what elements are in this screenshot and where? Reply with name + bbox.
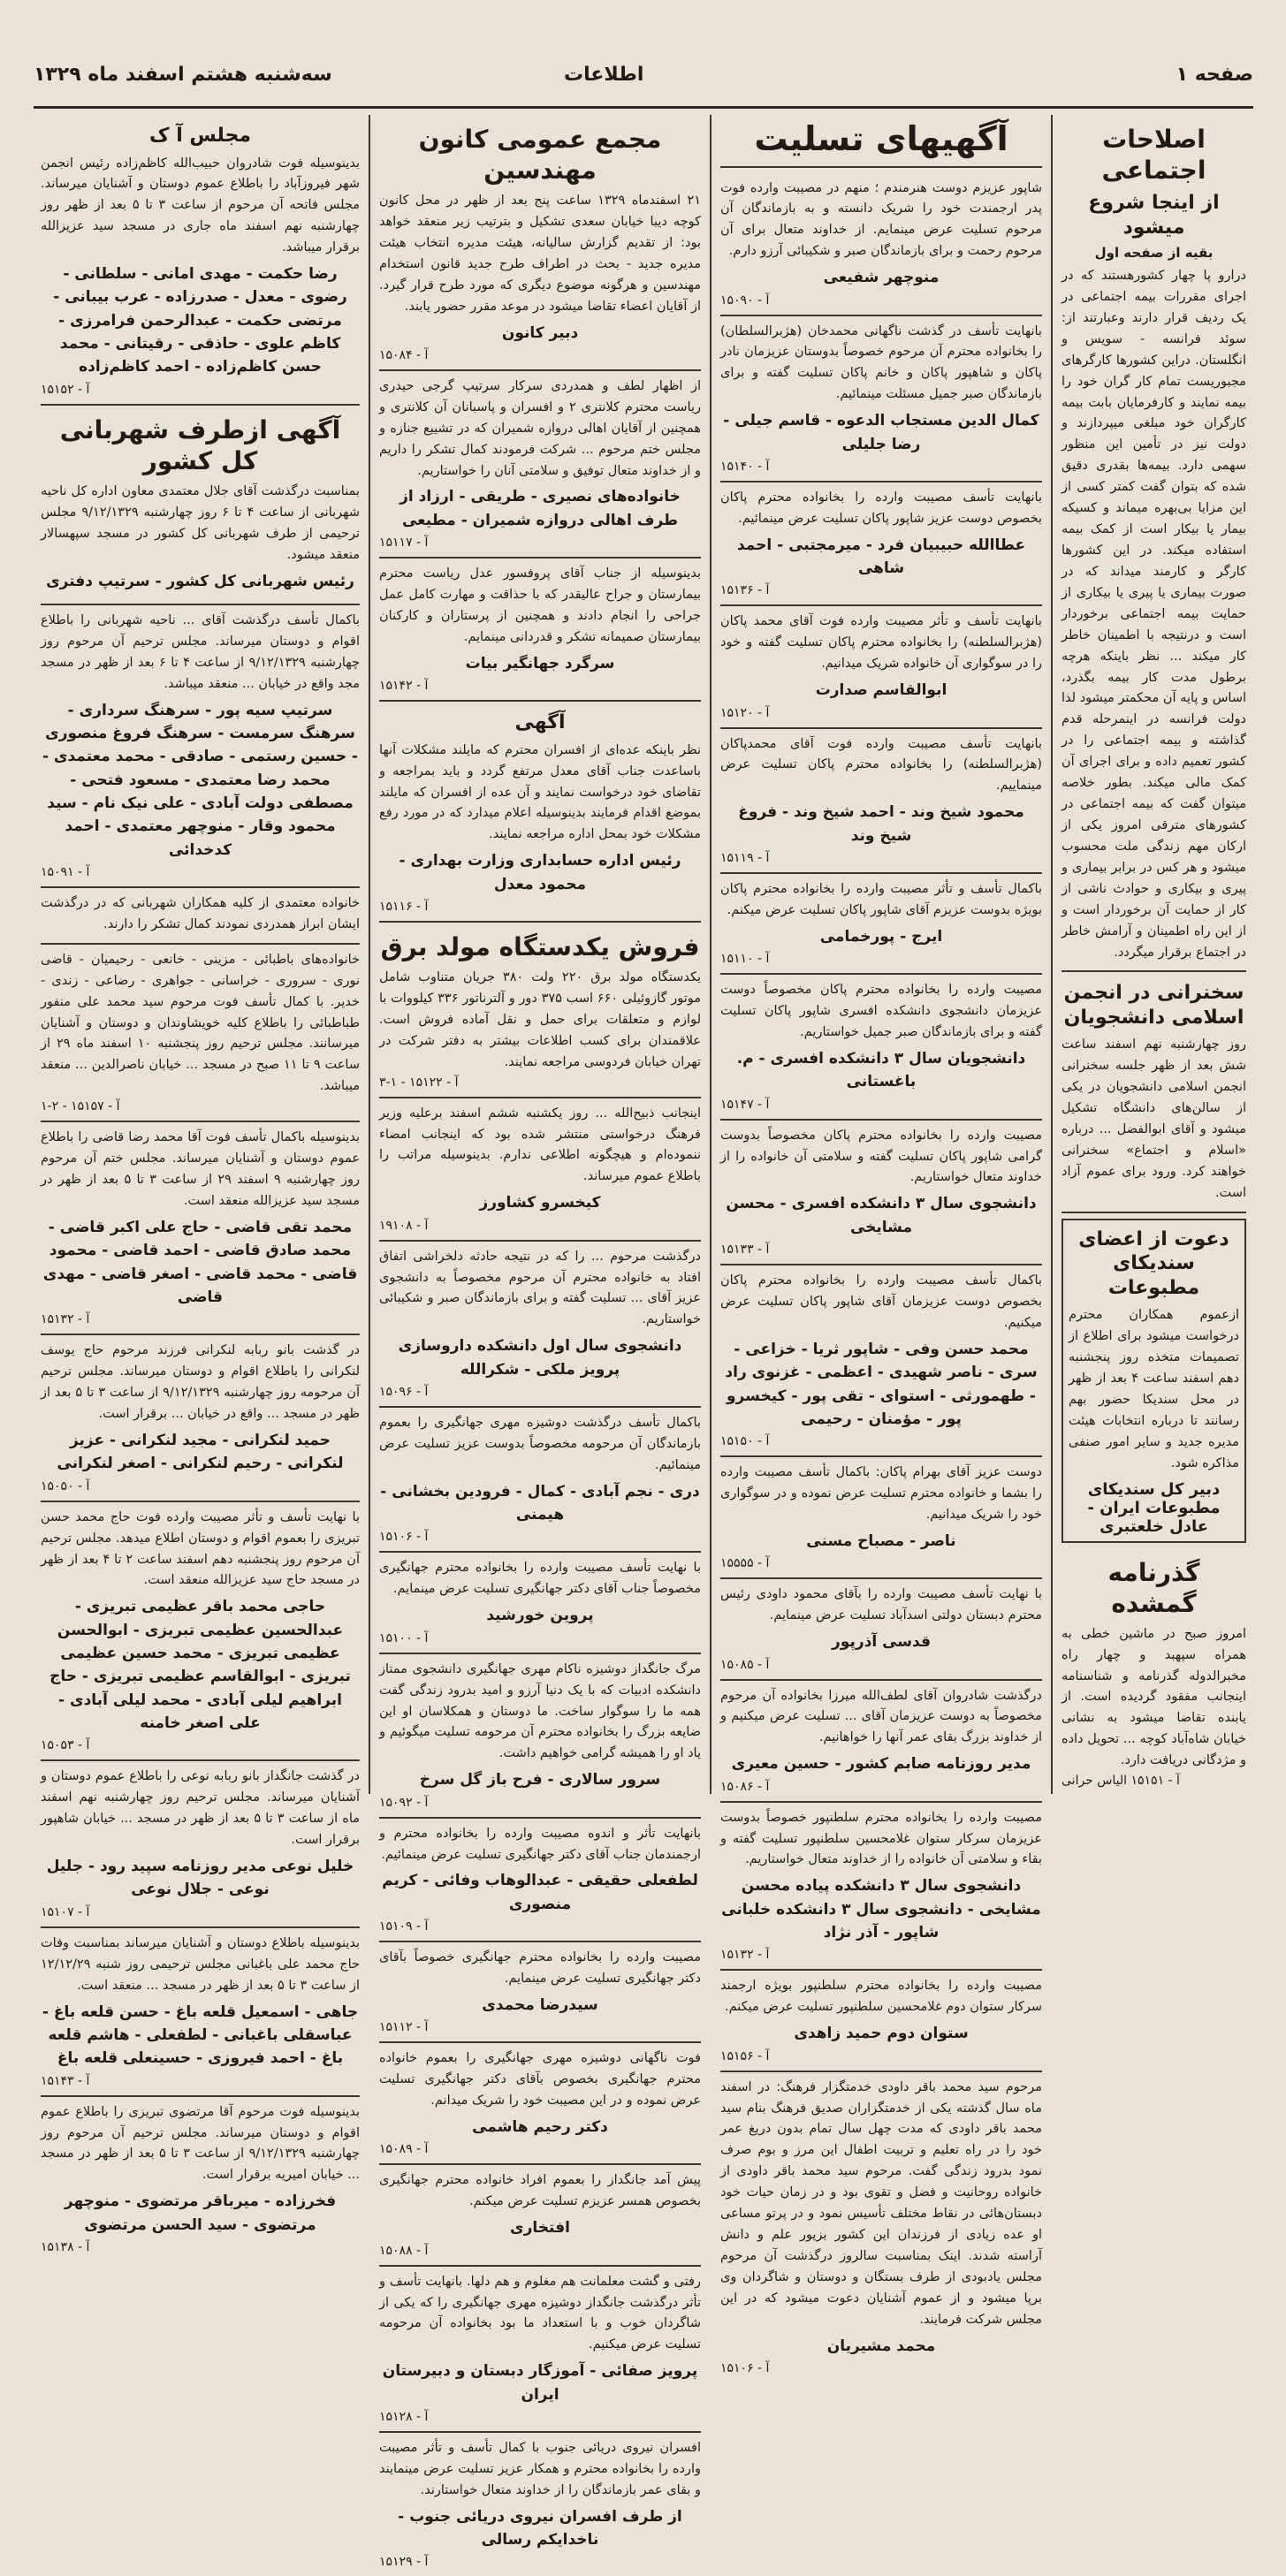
ad-body: خانواده‌های باطبائی - مزینی - خانعی - رحیمیان - قاضی نوری - سروری - خراسانی - جواهری - رضاعی - زندی - خدیر. با کمال تأسف فوت مرحوم سید محمد علی منفور طباطبائی را باطلاع کلیه خویشاوندان و دوستان و آشنایان میرسانند. مجلس ترحیم روز پنجشنبه ۱۰ اسفند ماه ۲۹ از ساعت ۹ تا ۱۱ صبح در مسجد ... خیابان ناصرالدین ... منعقد میباشد. xyxy=(41,952,361,1094)
ad-signature: کیخسرو کشاورز xyxy=(479,1194,601,1212)
page-number: صفحه ۱ xyxy=(1176,64,1253,86)
ad-block xyxy=(41,406,360,605)
center-ads xyxy=(379,115,701,2576)
ad-block xyxy=(379,1819,701,1943)
ad-code: آ - ۱۵۱۲۲ - ۱-۳ xyxy=(379,1075,459,1090)
ad-body: از اظهار لطف و همدردی سرکار سرتیپ گرجی حیدری ریاست محترم کلانتری ۲ و افسران و پاسبانان آن کلانتری و همچنین از آقایان اهالی دروازه شمیران که در تشییع جنازه و مجلس ختم مرحوم ... شرکت فرمودند کمال تشکر را داریم و از خداوند متعال توفیق و سلامتی آنان را خواستاریم. xyxy=(379,378,701,478)
ad-block xyxy=(379,371,701,559)
ad-block xyxy=(720,1681,1042,1803)
ad-code: آ - ۱۵۰۵۳ xyxy=(41,1738,90,1753)
ad-code: آ - ۱۵۱۳۳ xyxy=(720,1242,770,1258)
ad-signature: محمد حسن وفی - شاپور ثریا - خزاعی - سری - ناصر شهیدی - اعظمی - غزنوی راد - طهمورثی - استوای - تقی پور - کیخسرو پور - مؤمنان - رحیمی xyxy=(725,1340,1038,1428)
ad-block xyxy=(720,1803,1042,1972)
ad-body: در گذشت بانو ربابه لنکرانی فرزند مرحوم حاج یوسف لنکرانی را باطلاع اقوام و دوستان میرساند. مجلس ترحیم آن مرحومه روز چهارشنبه ۹/۱۲/۱۳۲۹ از ساعت ۳ تا ۵ بعد از ظهر در مسجد ... واقع در خیابان ... برقرار است. xyxy=(41,1343,360,1422)
ad-body: بانهایت تأسف در گذشت ناگهانی محمدخان (هژبرالسلطان) را بخانواده محترم آن مرحوم خصوصاً بدوستان عزیزمان نادر پاکان و شاهپور پاکان و خانم پاکان تسلیت گفته و برای بازماندگان صبر جمیل مسئلت مینمائیم. xyxy=(720,323,1042,402)
ad-block xyxy=(720,975,1042,1120)
ad-code: آ - ۱۵۱۱۹ xyxy=(720,851,770,865)
ad-body: مصیبت وارده را بخانواده محترم پاکان مخصوصاً بدوست گرامی شاپور پاکان تسلیت گفته و سلامتی آن خانواده را از خداوند متعال خواستاریم. xyxy=(720,1128,1042,1185)
notice-title: سخنرانی در انجمن اسلامی دانشجویان xyxy=(1063,982,1244,1029)
ad-code: آ - ۱۵۱۳۲ xyxy=(41,1312,90,1327)
ad-code: آ - ۱۵۱۴۰ xyxy=(720,459,770,474)
ad-signature: رئیس اداره حسابداری وزارت بهداری - محمود معدل xyxy=(399,852,681,893)
ad-block xyxy=(41,1761,360,1927)
issue-date: سه‌شنبه هشتم اسفند ماه ۱۳۲۹ xyxy=(34,64,332,86)
ad-body: درگذشت مرحوم ... را که در نتیجه حادثه دلخراشی اتفاق افتاد به خانواده محترم آن مرحوم مخصوصاً به دانشجوی عزیز آقای ... تسلیت گفته و برای بازماندگان صبر و شکیبائی خواستاریم. xyxy=(379,1249,701,1327)
ad-body: بمناسبت درگذشت آقای جلال معتمدی معاون اداره کل ناحیه شهربانی از ساعت ۴ تا ۶ روز چهارشنبه ۹/۱۲/۱۳۲۹ مجلس ترحیمی از طرف شهربانی کل کشور در مسجد سپهسالار منعقد میشود. xyxy=(41,483,360,562)
ad-signature: پرویز صفائی - آموزگار دبستان و دبیرستان ایران xyxy=(382,2362,698,2404)
ad-signature: محمد مشیریان xyxy=(826,2337,936,2355)
section-headline: آگهیهای تسلیت xyxy=(720,118,1042,168)
ad-signature: پروین خورشید xyxy=(486,1607,594,1625)
ad-block xyxy=(720,1265,1042,1457)
newspaper-page xyxy=(34,35,1253,2570)
ad-code: آ - ۱۵۰۹۲ xyxy=(379,1795,429,1810)
ad-body: اینجانب ذبیح‌الله ... روز یکشنبه ششم اسفند برعلیه وزیر فرهنگ درخواستی منتشر شده بود که اینجانب امضاء ننموده‌ام و هیچگونه اطلاعی ندارم. بدینوسیله مراتب را باطلاع عموم میرساند. xyxy=(379,1106,701,1184)
ad-block xyxy=(379,115,701,371)
ad-code: آ - ۱۵۱۲۰ xyxy=(720,705,770,720)
article-social-reform xyxy=(1062,115,1246,972)
memorial-ads xyxy=(41,115,360,2261)
ad-code: آ - ۱۵۰۸۹ xyxy=(379,2142,429,2157)
ad-signature: رضا حکمت - مهدی امانی - سلطانی - رضوی - معدل - صدرزاده - عرب بیبانی - مرتضی حکمت - عبدالرحمن فرامرزی - کاظم علوی - حاذقی - رقیتانی - محمد حسن کاظم‌زاده - احمد کاظم‌زاده xyxy=(53,265,347,376)
article-subheadline: از اینجا شروع میشود xyxy=(1088,192,1220,239)
ad-block xyxy=(41,1335,360,1501)
ad-signature: عطاالله حبیبیان فرد - میرمجتبی - احمد شاهی xyxy=(736,536,1026,578)
ad-block xyxy=(720,729,1042,874)
ad-signature: محمد تقی قاضی - حاج علی اکبر قاضی - محمد صادق قاضی - احمد قاضی - محمود قاضی - محمد قاضی - اصغر قاضی - مهدی قاضی xyxy=(42,1218,358,1306)
ad-signature: دانشجوی سال اول دانشکده داروسازی پرویز ملکی - شکرالله xyxy=(398,1337,682,1379)
ad-code: آ - ۱۵۰۹۱ xyxy=(41,864,90,879)
ad-block xyxy=(379,1408,701,1553)
ad-block xyxy=(41,1502,360,1762)
ad-code: آ - ۱۵۰۸۴ xyxy=(379,347,429,362)
ad-signature: رئیس شهربانی کل کشور - سرتیپ دفتری xyxy=(46,572,354,590)
ad-signature: دانشجوی سال ۳ دانشکده افسری - محسن مشایخی xyxy=(726,1195,1037,1236)
ad-block xyxy=(379,559,701,702)
ad-body: افسران نیروی دریائی جنوب با کمال تأسف و تأثر مصیبت وارده را بخانواده محترم و همکار عزیز تسلیت عرض مینمایند و بقای عمر بازماندگان را از خداوند متعال خواستارند. xyxy=(379,2441,701,2497)
ad-block xyxy=(379,923,701,1098)
ad-code: آ - ۱۵۱۴۲ xyxy=(379,679,429,694)
ad-signature: دانشجویان سال ۳ دانشکده افسری - م. باغستانی xyxy=(736,1049,1026,1091)
ad-block xyxy=(720,1457,1042,1579)
ad-block xyxy=(720,173,1042,316)
ad-signature: از طرف افسران نیروی دریائی جنوب - ناخدایکم رسالی xyxy=(398,2507,682,2549)
ad-code: آ - ۱۵۰۸۵ xyxy=(720,1657,770,1672)
ad-code: آ - ۱۵۰۹۶ xyxy=(379,1385,429,1400)
ad-code: آ - ۱۵۱۳۶ xyxy=(720,583,770,598)
ad-block xyxy=(379,1654,701,1819)
ad-block xyxy=(41,1928,360,2097)
ad-signature: منوچهر شفیعی xyxy=(823,269,940,287)
ad-body: با نهایت تأسف و تأثر مصیبت وارده فوت حاج محمد حسن تبریزی را بعموم اقوام و دوستان اطلاع میدهد. مجلس ترحیم آن مرحوم روز پنجشنبه دهم اسفند ساعت ۲ تا ۴ بعد از ظهر در مسجد حاج سید عزیزالله منعقد است. xyxy=(41,1509,360,1588)
condolence-ads xyxy=(720,173,1042,2383)
ad-signature: افتخاری xyxy=(510,2219,570,2238)
ad-code: آ - ۱۵۱۴۳ xyxy=(41,2073,90,2088)
ad-block xyxy=(720,1579,1042,1680)
ad-code: آ - ۱۹۱۰۸ xyxy=(379,1218,429,1233)
ad-body: بدینوسیله فوت شادروان حبیب‌الله کاظم‌زاده رئیس انجمن شهر فیروزآباد را باطلاع عموم دوستان و آشنایان میرساند. مجلس فاتحه آن مرحوم از ساعت ۳ تا ۵ بعد از ظهر روز چهارشنبه نهم اسفند ماه جاری در مسجد سید عزیزالله برقرار میباشد. xyxy=(41,156,361,255)
ad-code: آ - ۱۵۱۲۹ xyxy=(379,2555,429,2570)
ad-code: آ - ۱۵۵۵۵ xyxy=(720,1556,770,1571)
ad-block xyxy=(720,483,1042,607)
ad-body: بدینوسیله از جناب آقای پروفسور عدل ریاست محترم بیمارستان و جراح عالیقدر که با حذاقت و مهارت کامل عمل جراحی را انجام دادند و همچنین از پرستاران و کارکنان بیمارستان صمیمانه تشکر و قدردانی مینمایم. xyxy=(379,566,701,644)
ad-body: با نهایت تأسف مصیبت وارده را بخانواده محترم جهانگیری مخصوصاً جناب آقای دکتر جهانگیری تسلیت عرض مینمایم. xyxy=(379,1561,701,1597)
ad-block xyxy=(41,2097,360,2261)
ad-title: آگهی ازطرف شهربانی کل کشور xyxy=(59,414,341,475)
ad-block xyxy=(379,2267,701,2433)
ad-body: فوت ناگهانی دوشیزه مهری جهانگیری را بعموم خانواده محترم جهانگیری بخصوص بآقای دکتر جهانگیری تسلیت عرض نموده و در این مصیبت خود را شریک میدانم. xyxy=(379,2051,701,2109)
ad-signature: سیدرضا محمدی xyxy=(482,1995,598,2014)
ad-body: بدینوسیله باکمال تأسف فوت آقا محمد رضا قاضی را باطلاع عموم دوستان و آشنایان میرساند. مجلس ختم آن مرحوم روز چهارشنبه ۹ اسفند ۲۹ از ساعت ۳ تا ۵ بعد از ظهر در مسجد سید عزیزالله منعقد است. xyxy=(41,1130,361,1209)
ad-block xyxy=(41,945,360,1122)
ad-signature: دری - نجم آبادی - کمال - فرودین بخشانی - هیمنی xyxy=(380,1482,700,1524)
ad-body: مرحوم سید محمد باقر داودی خدمتگزار فرهنگ: در اسفند ماه سال گذشته یکی از خدمتگزاران صدیق فرهنگ بنام سید محمد باقر داودی که مدت چهل سال تمام بدون دریغ عمر خود را در راه تعلیم و تربیت اطفال این مرز و بوم صرف نمود بدرود زندگی گفت. مرحوم سید محمد باقر داودی از خانواده روحانیت و فضل و تقوی بود و در زمان حیات خود دبستان‌هائی در نقاط مختلف تأسیس نمود و در پرتو مساعی او عده زیادی از فرزندان این کشور بزیور علم و دانش آراسته شدند. اینک بمناسبت سالروز درگذشت آن مرحوم مجلس یادبودی از طرف بستگان و دوستان و شاگردان وی برپا میشود و از عموم آشنایان دعوت میشود که در این مجلس شرکت فرمایند. xyxy=(720,2079,1042,2327)
ad-signature: فخرزاده - میرباقر مرتضوی - منوچهر مرتضوی - سید الحسن مرتضوی xyxy=(64,2192,337,2234)
ad-signature: لطفعلی حقیقی - عبدالوهاب وفائی - کریم منصوری xyxy=(382,1872,698,1913)
ad-signature: ابوالقاسم صدارت xyxy=(815,681,947,700)
ad-code: آ - ۱۵۱۲۸ xyxy=(379,2410,429,2424)
notice-body: امروز صبح در ماشین خطی به همراه سپهبد و چهار راه مخبرالدوله گذرنامه و شناسنامه اینجانب مفقود گردیده است. از یابنده تقاضا میشود به نشانی خیابان شاه‌آباد کوچه ... تحویل داده و مژدگانی دریافت دارد. xyxy=(1062,1626,1246,1768)
ad-block xyxy=(379,1242,701,1408)
notice-title: دعوت از اعضای سندیکای مطبوعات xyxy=(1078,1227,1229,1299)
ad-body: بانهایت تأسف مصیبت وارده را بخانواده محترم پاکان بخصوص دوست عزیز شاپور پاکان تسلیت عرض مینمائیم. xyxy=(720,490,1042,526)
ad-signature: مدیر روزنامه صابم کشور - حسین معیری xyxy=(731,1755,1031,1774)
ad-block xyxy=(379,2043,701,2165)
ad-block xyxy=(41,115,360,406)
ad-block xyxy=(41,605,360,888)
ad-body: خانواده معتمدی از کلیه همکاران شهربانی که در درگذشت ایشان ابراز همدردی نمودند کمال تشکر را دارند. xyxy=(41,895,360,931)
notice-lecture xyxy=(1062,972,1246,1212)
column-rule xyxy=(1051,115,1053,1794)
column-rule xyxy=(369,115,370,1794)
ad-signature: دانشجوی سال ۳ دانشکده پیاده محسن مشایخی - دانشجوی سال ۳ دانشکده خلبانی شاپور - آذر نژاد xyxy=(721,1877,1041,1942)
ad-signature: سرگرد جهانگیر بیات xyxy=(465,654,615,672)
ad-code: آ - ۱۵۰۹۰ xyxy=(720,293,770,308)
ad-block xyxy=(720,1121,1042,1265)
ad-code: آ - ۱۵۰۵۰ xyxy=(41,1478,90,1493)
column-rule xyxy=(710,115,711,1794)
ad-signature: سرور سالاری - فرح باز گل سرخ xyxy=(419,1771,661,1790)
ad-signature: سرتیپ سیه پور - سرهنگ سرداری - سرهنگ سرمست - سرهنگ فروغ منصوری - حسین رستمی - صادقی - محمد معتمدی - محمد رضا معتمدی - مسعود فتحی - مصطفی دولت آبادی - علی نیک نام - سید محمود وقار - منوچهر معتمدی - احمد کدخدائی xyxy=(42,701,359,859)
ad-code: آ - ۱۵۱۳۸ xyxy=(41,2239,90,2254)
ad-code: آ - ۱۵۱۱۶ xyxy=(379,900,429,914)
ad-body: باکمال تأسف مصیبت وارده را بخانواده محترم پاکان بخصوص دوست عزیزمان آقای شاپور پاکان تسلیت عرض میکنیم. xyxy=(720,1273,1042,1330)
ad-body: مرگ جانگداز دوشیزه ناکام مهری جهانگیری دانشجوی ممتاز دانشکده ادبیات که با یک دنیا آرزو و امید بدرود زندگی گفت همه ما را سوگوار ساخت. ما دوستان و همکلاسان او این ضایعه بزرگ را بخانواده محترم آن مرحومه تسلیت میگوئیم و یاد او را همیشه گرامی خواهیم داشت. xyxy=(379,1661,701,1761)
notice-press-syndicate xyxy=(1062,1219,1246,1543)
notice-title: گذرنامه گمشده xyxy=(1107,1557,1200,1618)
ad-block xyxy=(720,1971,1042,2071)
ad-body: مصیبت وارده را بخانواده محترم پاکان مخصوصاً دوست عزیزمان دانشجوی دانشکده افسری شاپور پاکان تسلیت گفته و برای بازماندگان صبر جمیل خواستاریم. xyxy=(720,983,1042,1040)
ad-body: باکمال تأسف و تأثر مصیبت وارده را بخانواده محترم پاکان بویژه بدوست عزیزم آقای شاپور پاکان تسلیت عرض میکنم. xyxy=(720,882,1042,917)
notice-lost-passport xyxy=(1062,1548,1246,1795)
ad-signature: محمود شیخ وند - احمد شیخ وند - فروغ شیخ وند xyxy=(738,803,1024,845)
ad-block xyxy=(379,1098,701,1242)
ad-signature: خانواده‌های نصیری - طریقی - ارزاد از طرف اهالی دروازه شمیران - مطیعی xyxy=(399,488,681,529)
ad-body: باکمال تأسف درگذشت آقای ... ناحیه شهربانی را باطلاع اقوام و دوستان میرساند. مجلس ترحیم آن مرحوم روز چهارشنبه ۹/۱۲/۱۳۲۹ از ساعت ۴ تا ۶ بعد از ظهر در مسجد مجد واقع در خیابان ... منعقد میباشد. xyxy=(41,612,360,691)
ad-body: بانهایت تأثر و اندوه مصیبت وارده را بخانواده محترم و ارجمندمان جناب آقای دکتر جهانگیری تسلیت عرض مینمائیم. xyxy=(379,1826,701,1862)
ad-code: آ - ۱۵۱۰۰ xyxy=(379,1630,429,1645)
ad-body: نظر باینکه عده‌ای از افسران محترم که مایلند مشکلات آنها باساعدت جناب آقای معدل مرتفع گردد و باید بمراجعه و تقاضای خود درخواست نمایند و آن عده از افسران که مایلند بموضع اقدام فرمایند بدینوسیله اعلام میدارد که در مورد رفع مشکلات خود بمحل اداره مراجعه نمایند. xyxy=(379,742,701,842)
ad-block xyxy=(379,2165,701,2266)
ad-body: یکدستگاه مولد برق ۲۲۰ ولت ۳۸۰ جریان متناوب شامل موتور گازوئیلی ۶۶۰ اسب ۳۷۵ دور و آلترناتور ۳۳۶ کیلووات با لوازم و متعلقات برای حمل و نقل آماده فروش است. علاقمندان برای کسب اطلاعات بیشتر به دفتر شرکت در تهران خیابان فردوسی مراجعه نمایند. xyxy=(379,970,701,1069)
ad-body: بدینوسیله فوت مرحوم آقا مرتضوی تبریزی را باطلاع عموم اقوام و دوستان میرساند. مجلس ترحیم آن مرحوم روز چهارشنبه ۹/۱۲/۱۳۲۹ از ساعت ۳ تا ۵ بعد از ظهر در مسجد ... خیابان امیریه برقرار است. xyxy=(41,2104,360,2183)
ad-signature: دبیر کانون xyxy=(501,323,579,342)
ad-block xyxy=(720,2072,1042,2382)
ad-signature: جاهی - اسمعیل قلعه باغ - حسن قلعه باغ - عباسقلی باغبانی - لطفعلی - هاشم قلعه باغ - احمد فیروزی - حسینعلی قلعه باغ xyxy=(42,2002,359,2068)
ad-signature: ناصر - مصباح مسنی xyxy=(806,1532,956,1550)
newspaper-name: اطلاعات xyxy=(564,64,644,86)
notice-body: روز چهارشنبه نهم اسفند ساعت شش بعد از ظهر جلسه سخنرانی انجمن اسلامی دانشجویان در یکی از سالن‌های دانشگاه تشکیل میشود و آقای ابوالفضل ... درباره «اسلام و اجتماع» سخنرانی خواهند کرد. ورود برای عموم آزاد است. xyxy=(1062,1037,1246,1200)
article-headline: اصلاحات اجتماعی xyxy=(1101,125,1206,185)
article-continued-note: بقیه از صفحه اول xyxy=(1094,245,1214,261)
ad-block xyxy=(720,606,1042,728)
ad-code: آ - ۱۵۱۰۷ xyxy=(41,1904,90,1919)
ad-code: آ - ۱۵۱۴۷ xyxy=(720,1097,770,1112)
ad-body: پیش آمد جانگداز را بعموم افراد خانواده محترم جهانگیری بخصوص همسر عزیزم تسلیت عرض میکنم. xyxy=(379,2173,701,2209)
ad-block xyxy=(379,1942,701,2043)
ad-body: با نهایت تأسف مصیبت وارده را بآقای محمود داودی رئیس محترم دبستان دولتی اسدآباد تسلیت عرض مینمایم. xyxy=(720,1587,1042,1623)
ad-code: آ - ۱۵۱۵۷ - ۲-۱ xyxy=(41,1099,120,1114)
ad-block xyxy=(41,1122,360,1335)
ad-title: مجلس آ ک xyxy=(149,125,251,147)
ad-body: درگذشت شادروان آقای لطف‌الله میرزا بخانواده آن مرحوم مخصوصاً به دوست عزیزمان آقای ... تسلیت عرض میکنیم و از خداوند بزرگ بقای عمر آنها را خواهانیم. xyxy=(720,1688,1042,1745)
ad-body: بانهایت تأسف و تأثر مصیبت وارده فوت آقای محمد پاکان (هژبرالسلطنه) را بخانواده محترم پاکان تسلیت گفته و خود را در سوگواری آن خانواده شریک میدانیم. xyxy=(720,614,1042,672)
ad-body: مصیبت وارده را بخانواده محترم جهانگیری خصوصاً بآقای دکتر جهانگیری تسلیت عرض مینمایم. xyxy=(379,1950,701,1987)
ad-code: آ - ۱۵۰۸۸ xyxy=(379,2243,429,2258)
ad-body: بدینوسیله باطلاع دوستان و آشنایان میرساند بمناسبت وفات حاج محمد علی باغبانی مجلس ترحیمی روز شنبه ۱۲/۱۲/۲۹ از ساعت ۳ تا ۵ بعد از ظهر در مسجد ... منعقد است. xyxy=(41,1935,360,1993)
ad-block xyxy=(720,874,1042,975)
ad-signature: ستوان دوم حمید زاهدی xyxy=(794,2025,969,2043)
article-body: درارو پا چهار کشورهستند که در اجرای مقررات بیمه اجتماعی در یک ردیف قرار دارند وعبارتند از: سوئد فرانسه - سویس و انگلستان. دراین کشورها کارگرهای مجبوریست تمام کار گران خود را بیمه نمایند و کارفرمایان بابت بیمه کارگران خود مبلغی میپردازند و دولت نیز در تأمین این منظور سهمی دارد. بیمه‌ها بقدری دقیق شده که بتوان گفت کمتر کسی از این مزایا بی‌بهره میماند و کسیکه بیمار یا بیکار است از کمک بیمه استفاده میکند. در این کشورها کارگر و کارمند میداند که در صورت بیماری یا پیری یا بیکاری از حمایت بیمه اجتماعی برخوردار است و درنتیجه با اطمینان خاطر کار میکند ... نظر باینکه هرچه برطول مدت کار بیمه بگذرد، اساس و پایه آن محکمتر میشود لذا دولت فرانسه در اینمرحله قدم گذاشته و بیمه اجتماعی را در کشور تعمیم داده و برای اجرای آن کمک مالی میکند. بطور خلاصه میتوان گفت که بیمه اجتماعی در کشورهای مترقی امروز یکی از ارکان مهم زندگی ملت محسوب میشود و هر کس در برابر بیماری و پیری و بیکاری و حوادث ناشی از کار از حمایت آن برخوردار است و از این راه اطمینان و آرامش خاطر در اجتماع برقرار میگردد. xyxy=(1062,269,1246,960)
ad-code: آ - ۱۵۱۰۶ xyxy=(379,1530,429,1545)
column-notices-center xyxy=(372,115,708,2570)
ad-body: باکمال تأسف درگذشت دوشیزه مهری جهانگیری را بعموم بازماندگان آن مرحومه مخصوصاً بدوست عزیز تسلیت عرض مینمائیم. xyxy=(379,1416,701,1472)
column-social-reform xyxy=(1054,115,1253,1794)
ad-title: آگهی xyxy=(514,711,566,734)
ad-code: آ - ۱۵۱۵۶ xyxy=(720,2048,770,2063)
ad-body: مصیبت وارده را بخانواده محترم سلطنپور بویژه ارجمند سرکار ستوان دوم غلامحسین سلطنپور تسلیت عرض میکنم. xyxy=(720,1979,1042,2015)
ad-body: دوست عزیز آقای بهرام پاکان: باکمال تأسف مصیبت وارده را بشما و خانواده محترم تسلیت عرض نموده و در سوگواری خود را شریک میدانیم. xyxy=(720,1465,1042,1523)
notice-signature: دبیر کل سندیکای مطبوعات ایران - عادل خلعتبری xyxy=(1087,1479,1221,1536)
ad-code: آ - ۱۵۱۳۲ xyxy=(720,1948,770,1963)
ad-block xyxy=(379,1553,701,1653)
ad-body: شاپور عزیزم دوست هنرمندم ؛ منهم در مصیبت وارده فوت پدر ارجمندت خود را شریک دانسته و به بازماندگان آن مرحوم تسلیت عرض مینمایم. از خداوند متعال برای آن مرحوم رحمت و برای بازماندگان صبر و شکیبائی آرزو دارم. xyxy=(720,180,1042,259)
ad-code: آ - ۱۵۱۱۷ xyxy=(379,536,429,551)
ad-body: مصیبت وارده را بخانواده محترم سلطنپور خصوصاً بدوست عزیزمان سرکار ستوان غلامحسین سلطنپور تسلیت گفته و بقاء و سلامتی آن خانواده را از خداوند متعال خواستاریم. xyxy=(720,1810,1042,1867)
ad-signature: حاجی محمد باقر عظیمی تبریزی - عبدالحسین عظیمی تبریزی - ابوالحسن عظیمی تبریزی - محمد حسین عظیمی تبریزی - ابوالقاسم عظیمی تبریزی - حاج ابراهیم لیلی آبادی - محمد لیلی آبادی - علی اصغر خامنه xyxy=(49,1598,351,1733)
ad-signature: ایرج - پورخمامی xyxy=(819,927,943,946)
ad-signature: حمید لنکرانی - مجید لنکرانی - عزیز لنکرانی - رحیم لنکرانی - اصغر لنکرانی xyxy=(57,1432,344,1473)
masthead xyxy=(34,51,1253,109)
ad-code: آ - ۱۵۱۱۲ xyxy=(379,2020,429,2035)
column-memorial-notices xyxy=(34,115,367,2254)
ad-code: آ - ۱۵۱۱۰ xyxy=(720,952,770,967)
ad-body: ۲۱ اسفندماه ۱۳۲۹ ساعت پنج بعد از ظهر در محل کانون کوچه دیبا خیابان سعدی تشکیل و بترتیب زیر منعقد خواهد بود: از تقدیم گزارش سالیانه، هیئت مدیره انتخاب هیئت مدیره جدید - بحث در اطراف طرح جدید قانون استخدام مهندسین و هرگونه موضوع دیگری که مورد طرح قرار گیرد. از آقایان اعضاء تقاضا میشود در موعد مقرر حضور یابند. xyxy=(379,194,702,314)
ad-code: آ - ۱۵۱۵۲ xyxy=(41,382,90,397)
ad-signature: قدسی آذرپور xyxy=(832,1633,931,1652)
ad-code: آ - ۱۵۱۰۶ xyxy=(720,2361,770,2376)
ad-block xyxy=(379,2433,701,2576)
column-condolences xyxy=(713,115,1049,2376)
ad-code: آ - ۱۵۰۸۶ xyxy=(720,1779,770,1794)
ad-title: مجمع عمومی کانون مهندسین xyxy=(418,125,662,185)
ad-signature: دکتر رحیم هاشمی xyxy=(472,2118,608,2137)
ad-code: آ - ۱۵۱۵۱ الیاس حرانی xyxy=(1062,1774,1180,1789)
ad-code: آ - ۱۵۱۰۹ xyxy=(379,1919,429,1934)
ad-block xyxy=(379,702,701,923)
ad-title: فروش یکدستگاه مولد برق xyxy=(380,932,700,961)
ad-signature: خلیل نوعی مدیر روزنامه سپید رود - جلیل نوعی - جلال نوعی xyxy=(46,1858,354,1899)
ad-block xyxy=(41,888,360,945)
ad-body: بانهایت تأسف مصیبت وارده فوت آقای محمدپاکان (هژبرالسلطنه) را بخانواده محترم پاکان تسلیت عرض مینماییم. xyxy=(720,736,1042,794)
ad-code: آ - ۱۵۱۵۰ xyxy=(720,1434,770,1449)
ad-signature: کمال الدین مستجاب الدعوه - قاسم جیلی - رضا جلیلی xyxy=(723,412,1039,453)
ad-body: در گذشت جانگداز بانو ربابه نوعی را باطلاع عموم دوستان و آشنایان میرساند. مجلس ترحیم روز چهارشنبه نهم اسفند ماه از ساعت ۳ تا ۵ بعد از ظهر در مسجد ... خیابان شاهپور برقرار است. xyxy=(41,1769,361,1848)
ad-block xyxy=(720,316,1042,483)
notice-body: ازعموم همکاران محترم درخواست میشود برای اطلاع از تصمیمات متخذه روز پنجشنبه دهم اسفند ساعت ۴ بعد از ظهر در محل سندیکا حضور بهم رسانند تا درباره انتخابات هیئت مدیره جدید و سایر امور صنفی مذاکره شود. xyxy=(1069,1308,1239,1470)
ad-body: رفتی و گشت معلمانت هم مغلوم و هم دلها. بانهایت تأسف و تأثر درگذشت جانگداز دوشیزه مهری جهانگیری را که یکی از شاگردان خوب و با استعداد ما بود بخانواده آن مرحومه تسلیت عرض میکنیم. xyxy=(379,2274,701,2352)
